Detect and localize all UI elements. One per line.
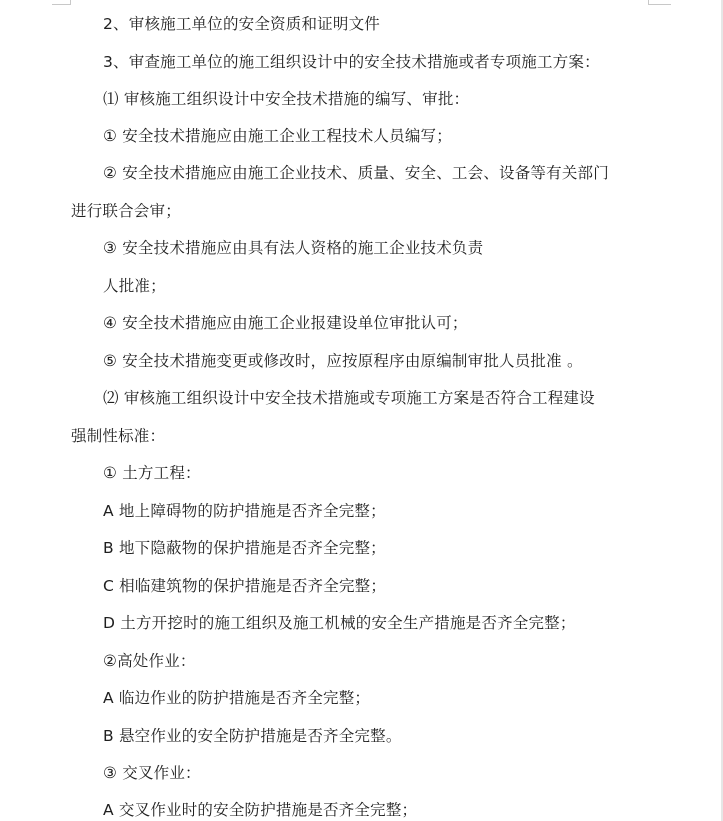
paragraph-line: ⑤ 安全技术措施变更或修改时，应按原程序由原编制审批人员批准 。 xyxy=(103,352,583,370)
paragraph-line: 人批准； xyxy=(103,277,166,295)
paragraph-line: ④ 安全技术措施应由施工企业报建设单位审批认可； xyxy=(103,314,468,332)
paragraph-line: 强制性标准： xyxy=(71,427,166,445)
paragraph-line: A 临边作业的防护措施是否齐全完整； xyxy=(103,689,371,707)
paragraph-line: ③ 交叉作业： xyxy=(103,764,201,782)
paragraph-line: ② 安全技术措施应由施工企业技术、质量、安全、工会、设备等有关部门 xyxy=(103,164,609,182)
paragraph-line: ②高处作业： xyxy=(103,652,196,670)
paragraph-line: B 悬空作业的安全防护措施是否齐全完整。 xyxy=(103,727,402,745)
paragraph-line: ① 安全技术措施应由施工企业工程技术人员编写； xyxy=(103,127,452,145)
page-corner-mark-top-left xyxy=(52,0,71,5)
paragraph-line: ① 土方工程： xyxy=(103,464,201,482)
paragraph-line: A 交叉作业时的安全防护措施是否齐全完整； xyxy=(103,801,418,819)
paragraph-line: 进行联合会审； xyxy=(71,202,181,220)
paragraph-line: B 地下隐蔽物的保护措施是否齐全完整； xyxy=(103,539,386,557)
page-corner-mark-top-right xyxy=(648,0,671,5)
paragraph-line: D 土方开挖时的施工组织及施工机械的安全生产措施是否齐全完整； xyxy=(103,614,576,632)
paragraph-line: 3、审查施工单位的施工组织设计中的安全技术措施或者专项施工方案： xyxy=(103,53,600,71)
paragraph-line: ⑴ 审核施工组织设计中安全技术措施的编写、审批： xyxy=(103,90,470,108)
paragraph-line: ③ 安全技术措施应由具有法人资格的施工企业技术负责 xyxy=(103,239,484,257)
paragraph-line: 2、审核施工单位的安全资质和证明文件 xyxy=(103,15,380,33)
paragraph-line: A 地上障碍物的防护措施是否齐全完整； xyxy=(103,502,386,520)
paragraph-line: C 相临建筑物的保护措施是否齐全完整； xyxy=(103,577,387,595)
paragraph-line: ⑵ 审核施工组织设计中安全技术措施或专项施工方案是否符合工程建设 xyxy=(103,389,595,407)
